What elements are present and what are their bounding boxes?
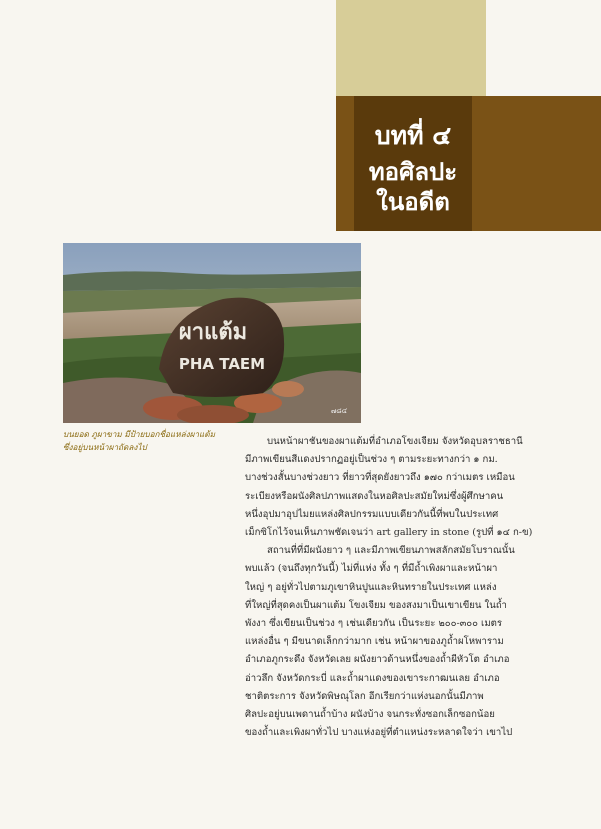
pha-taem-photo — [63, 243, 361, 423]
body-line: หนึ่งอุปมาอุปไมยแหล่งศิลปกรรมแบบเดียวกันนี้ที่พบในประเทศ — [245, 508, 499, 520]
body-line: บนหน้าผาชันของผาแต้มที่อำเภอโขงเจียม จังหวัดอุบลราชธานี — [267, 436, 523, 447]
sign-english-text: PHA TAEM — [178, 355, 266, 373]
body-line: ที่ใหญ่ที่สุดคงเป็นผาแต้ม โขงเจียม ของสงมาเป็นเขาเขียน ในถ้ำ — [245, 599, 507, 611]
body-line: มีภาพเขียนสีแดงปรากฏอยู่เป็นช่วง ๆ ตามระยะทางกว่า ๑ กม. — [245, 454, 498, 466]
body-line: สถานที่ที่มีผนังยาว ๆ และมีภาพเขียนภาพสลักสมัยโบราณนั้น — [267, 545, 515, 557]
body-line: เม็กซิโกไว้จนเห็นภาพชัดเจนว่า art gallery in stone (รูปที่ ๑๔ ก-ข) — [245, 527, 533, 539]
body-line: พังงา ซึ่งเขียนเป็นช่วง ๆ เช่นเดียวกัน เป็นระยะ ๒๐๐-๓๐๐ เมตร — [245, 618, 503, 630]
body-line: ศิลปะอยู่บนเพดานถ้ำบ้าง ผนังบ้าง จนกระทั่งซอกเล็กซอกน้อย — [245, 709, 495, 721]
caption-line: ซึ่งอยู่บนหน้าผาถัดลงไป — [63, 442, 147, 452]
photo-caption — [63, 428, 268, 454]
chapter-title-line-1: ทอศิลปะ — [368, 158, 458, 186]
caption-line: บนยอด ภูผาขาม มีป้ายบอกชื่อแหล่งผาแต้ม — [63, 429, 216, 439]
body-text — [245, 433, 543, 742]
base-stone — [272, 381, 304, 397]
body-line: พบแล้ว (จนถึงทุกวันนี้) ไม่ที่แห่ง ทั้ง ๆ ที่มีถ้ำเพิงผาและหน้าผา — [245, 563, 498, 575]
chapter-title-line-2: ในอดีต — [376, 188, 450, 216]
body-line: แหล่งอื่น ๆ มีขนาดเล็กกว่ามาก เช่น หน้าผาของภูถ้ำผโหพาราม — [245, 636, 504, 648]
body-line: ใหญ่ ๆ อยู่ทั่วไปตามภูเขาหินปูนและหินทรายในประเทศ แหล่ง — [245, 581, 497, 593]
sign-thai-text: ผาแต้ม — [178, 320, 248, 345]
body-line: ชาติตระการ จังหวัดพิษณุโลก อีกเรียกว่าแห่งนอกนั้นมีภาพ — [245, 690, 484, 702]
photo-credit: ๗๘๔ — [331, 407, 347, 415]
body-line: บางช่วงสั้นบางช่วงยาว ที่ยาวที่สุดยังยาวถึง ๑๗๐ กว่าเมตร เหมือน — [245, 472, 515, 484]
chapter-number: บทที่ ๔ — [374, 121, 452, 150]
body-line: อำเภอภูกระดึง จังหวัดเลย ผนังยาวด้านหนึ่งของถ้ำผีหัวโต อำเภอ — [245, 654, 510, 666]
body-line: ของถ้ำและเพิงผาทั่วไป บางแห่งอยู่ที่ตำแหน่งระหลาดใจว่า เขาไป — [245, 727, 513, 739]
photo-illustration — [63, 243, 361, 423]
body-line: อ่าวลึก จังหวัดกระบี่ และถ้ำผาแดงของเขาระกาฒนเลย อำเภอ — [245, 672, 500, 684]
body-line: ระเบียงหรือผนังศิลปภาพแสดงในหอศิลปะสมัยใหม่ซึ่งผู้ศึกษาคน — [245, 490, 504, 502]
